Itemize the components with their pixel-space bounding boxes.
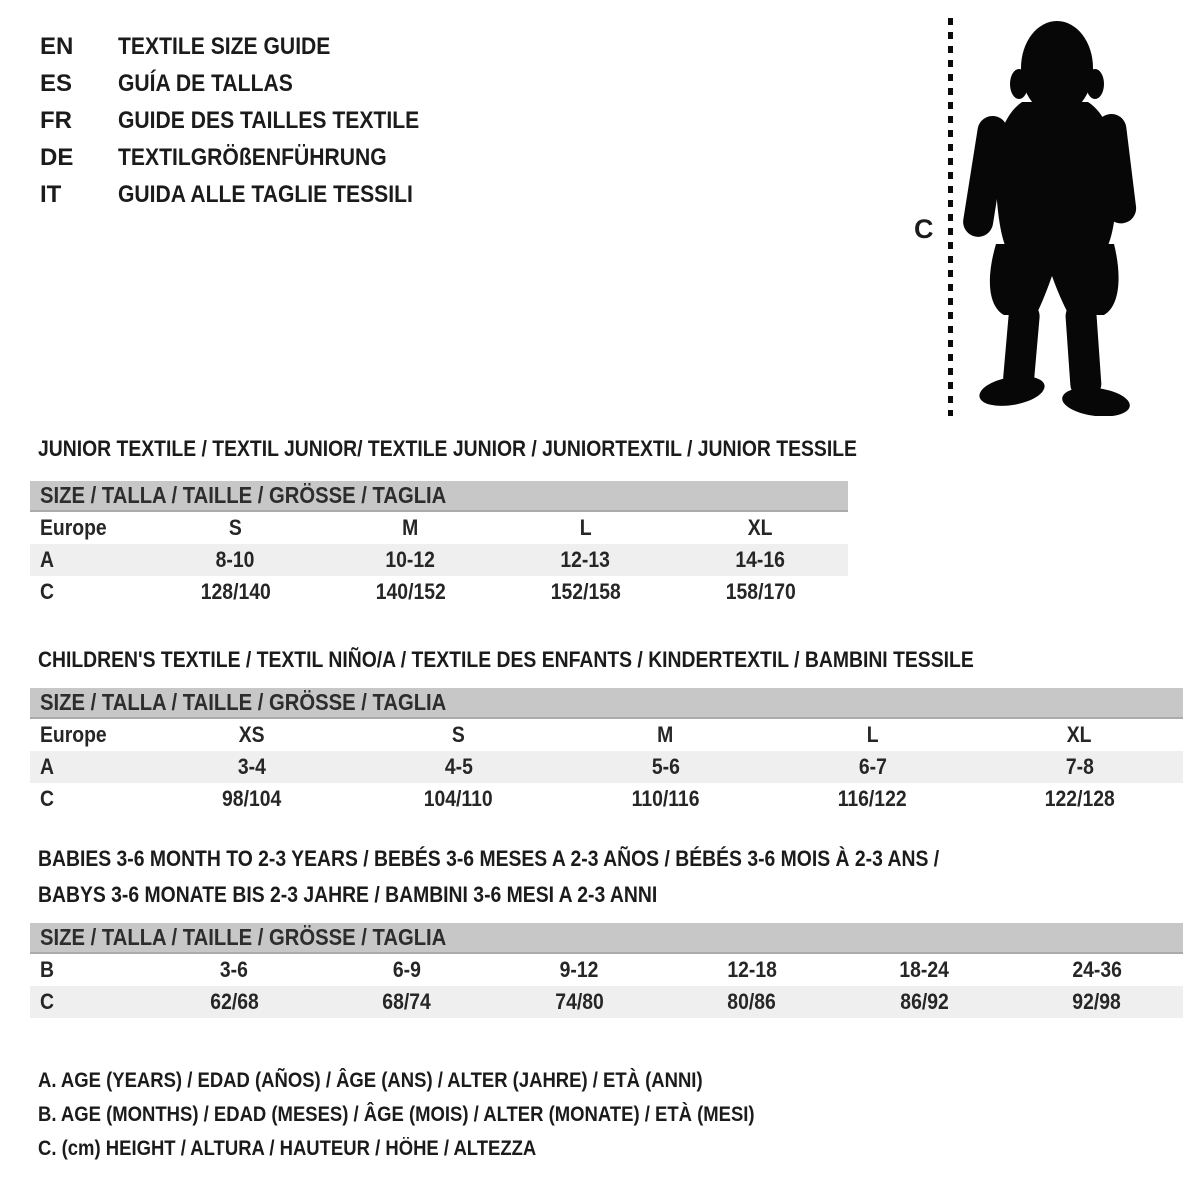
height-cell: 152/158: [550, 579, 621, 604]
size-cell: XS: [238, 722, 265, 747]
age-cell: 8-10: [216, 547, 255, 572]
language-row-de: [40, 139, 460, 176]
row-label: Europe: [40, 722, 107, 747]
babies-size-header-bar: [30, 923, 1183, 954]
baby-silhouette-icon: [962, 16, 1140, 416]
height-cell: 158/170: [725, 579, 796, 604]
row-label: A: [40, 754, 54, 779]
row-label: C: [40, 786, 54, 811]
row-label: A: [40, 547, 54, 572]
children-size-table: [30, 688, 1183, 815]
language-code: ES: [40, 69, 73, 97]
guide-title-de: TEXTILGRÖßENFÜHRUNG: [118, 143, 387, 171]
height-cell: 122/128: [1044, 786, 1115, 811]
guide-title-es: GUÍA DE TALLAS: [118, 69, 293, 97]
age-cell: 14-16: [735, 547, 786, 572]
height-cell: 86/92: [900, 989, 949, 1014]
children-size-header-bar: [30, 688, 1183, 719]
legend-line-a: A. AGE (YEARS) / EDAD (AÑOS) / ÂGE (ANS) / ALTER (JAHRE) / ETÀ (ANNI): [38, 1069, 703, 1092]
size-cell: M: [402, 515, 419, 540]
size-cell: XL: [748, 515, 773, 540]
babies-section-title-line1: BABIES 3-6 MONTH TO 2-3 YEARS / BEBÉS 3-6 MESES A 2-3 AÑOS / BÉBÉS 3-6 MOIS À 2-3 ANS /: [38, 846, 940, 871]
guide-title-en: TEXTILE SIZE GUIDE: [118, 32, 331, 60]
babies-row-months: [30, 954, 1183, 986]
guide-title-fr: GUIDE DES TAILLES TEXTILE: [118, 106, 420, 134]
language-code: EN: [40, 32, 74, 60]
height-cell: 98/104: [221, 786, 282, 811]
age-cell: 10-12: [385, 547, 436, 572]
children-row-europe: [30, 719, 1183, 751]
children-section-title-text: CHILDREN'S TEXTILE / TEXTIL NIÑO/A / TEXTILE DES ENFANTS / KINDERTEXTIL / BAMBINI TESSILE: [38, 647, 974, 672]
guide-title-it: GUIDA ALLE TAGLIE TESSILI: [118, 180, 413, 208]
size-cell: S: [452, 722, 465, 747]
height-cell: 110/116: [631, 786, 700, 811]
row-label: B: [40, 957, 54, 982]
size-header-text: SIZE / TALLA / TAILLE / GRÖSSE / TAGLIA: [40, 482, 447, 508]
children-row-age: [30, 751, 1183, 783]
age-cell: 5-6: [651, 754, 680, 779]
language-code: IT: [40, 180, 62, 208]
age-cell: 12-13: [560, 547, 611, 572]
row-label: C: [40, 989, 54, 1014]
height-cell: 104/110: [424, 786, 493, 811]
row-label: Europe: [40, 515, 107, 540]
junior-section-title-text: JUNIOR TEXTILE / TEXTIL JUNIOR/ TEXTILE JUNIOR / JUNIORTEXTIL / JUNIOR TESSILE: [38, 436, 857, 461]
height-cell: 128/140: [200, 579, 271, 604]
size-cell: M: [657, 722, 674, 747]
height-cell: 92/98: [1072, 989, 1121, 1014]
junior-section-title: [38, 431, 969, 467]
height-measure-label: C: [914, 214, 934, 244]
size-cell: L: [866, 722, 879, 747]
babies-section-title: [38, 841, 1062, 913]
babies-size-table: [30, 923, 1183, 1018]
size-cell: S: [229, 515, 242, 540]
language-row-it: [40, 176, 460, 213]
height-cell: 80/86: [727, 989, 776, 1014]
junior-row-height: [30, 576, 848, 608]
language-code: DE: [40, 143, 74, 171]
height-dashed-line: [948, 18, 953, 416]
age-cell: 4-5: [444, 754, 473, 779]
measurement-legend: [38, 1064, 852, 1166]
language-row-en: [40, 28, 460, 65]
size-header-text: SIZE / TALLA / TAILLE / GRÖSSE / TAGLIA: [40, 689, 447, 715]
junior-size-table: [30, 481, 848, 608]
legend-line-c: C. (cm) HEIGHT / ALTURA / HAUTEUR / HÖHE / ALTEZZA: [38, 1137, 537, 1160]
junior-row-age: [30, 544, 848, 576]
height-cell: 116/122: [838, 786, 907, 811]
months-cell: 18-24: [899, 957, 950, 982]
language-row-es: [40, 65, 460, 102]
height-cell: 74/80: [555, 989, 604, 1014]
height-cell: 62/68: [210, 989, 259, 1014]
language-row-fr: [40, 102, 460, 139]
size-cell: XL: [1067, 722, 1092, 747]
junior-size-header-bar: [30, 481, 848, 512]
months-cell: 6-9: [392, 957, 421, 982]
age-cell: 6-7: [858, 754, 887, 779]
language-code: FR: [40, 106, 72, 134]
babies-row-height: [30, 986, 1183, 1018]
months-cell: 12-18: [726, 957, 777, 982]
row-label: C: [40, 579, 54, 604]
height-cell: 140/152: [375, 579, 446, 604]
children-row-height: [30, 783, 1183, 815]
legend-line-b: B. AGE (MONTHS) / EDAD (MESES) / ÂGE (MOIS) / ALTER (MONATE) / ETÀ (MESI): [38, 1103, 755, 1126]
months-cell: 3-6: [220, 957, 249, 982]
size-cell: L: [579, 515, 592, 540]
junior-row-europe: [30, 512, 848, 544]
months-cell: 9-12: [559, 957, 599, 982]
children-section-title: [38, 642, 1101, 678]
babies-section-title-line2: BABYS 3-6 MONATE BIS 2-3 JAHRE / BAMBINI 3-6 MESI A 2-3 ANNI: [38, 882, 658, 907]
age-cell: 7-8: [1065, 754, 1094, 779]
size-header-text: SIZE / TALLA / TAILLE / GRÖSSE / TAGLIA: [40, 924, 447, 950]
height-cell: 68/74: [382, 989, 431, 1014]
language-title-list: [40, 28, 460, 213]
months-cell: 24-36: [1071, 957, 1122, 982]
age-cell: 3-4: [237, 754, 266, 779]
